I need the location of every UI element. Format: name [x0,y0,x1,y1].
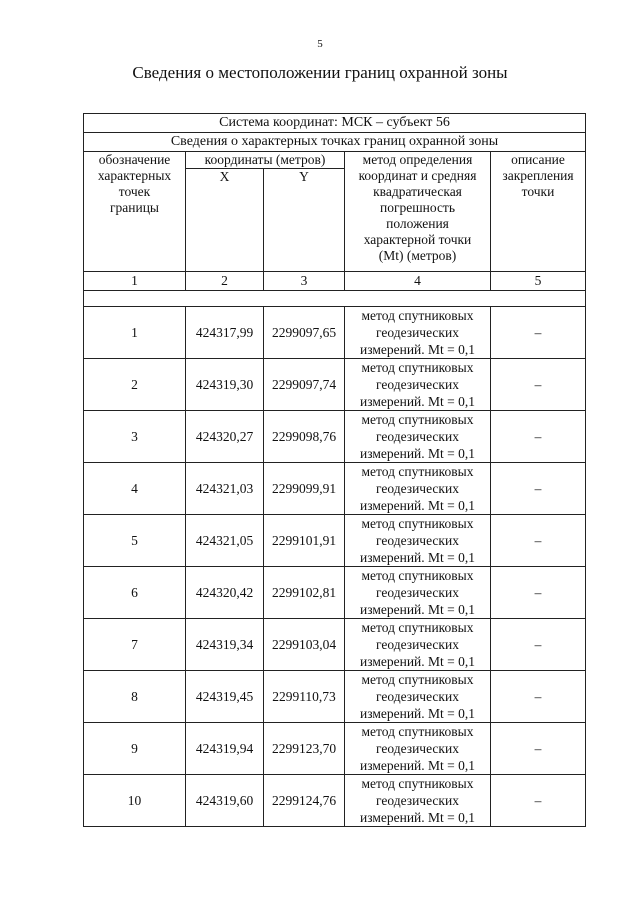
y-coordinate: 2299101,91 [264,515,345,567]
x-coordinate: 424321,05 [186,515,264,567]
header-description-line: закрепления [502,168,574,183]
method-line: геодезических [376,741,459,756]
description-cell: – [491,515,586,567]
method-cell [345,775,491,827]
column-number: 4 [345,272,491,291]
point-number: 3 [84,411,186,463]
method-line: метод спутниковых [361,360,474,375]
method-line: измерений. Mt = 0,1 [359,706,476,721]
method-cell [345,359,491,411]
description-cell: – [491,775,586,827]
x-coordinate: 424319,45 [186,671,264,723]
method-line: метод спутниковых [361,672,474,687]
header-method-line: характерной точки [363,232,472,247]
point-number: 6 [84,567,186,619]
method-line: метод спутниковых [361,724,474,739]
header-designation-line: точек [118,184,151,199]
header-description [491,152,586,272]
description-cell: – [491,411,586,463]
header-method-line: метод определения [362,152,473,167]
x-coordinate: 424319,30 [186,359,264,411]
table-row [84,515,586,567]
section-title-row [84,133,586,152]
method-line: геодезических [376,689,459,704]
method-cell [345,723,491,775]
column-number: 1 [84,272,186,291]
method-line: измерений. Mt = 0,1 [359,758,476,773]
y-coordinate: 2299124,76 [264,775,345,827]
x-coordinate: 424317,99 [186,307,264,359]
description-cell: – [491,567,586,619]
header-row [84,152,586,169]
point-number: 1 [84,307,186,359]
method-line: измерений. Mt = 0,1 [359,342,476,357]
column-number: 3 [264,272,345,291]
header-description-line: описание [511,152,565,167]
description-cell: – [491,619,586,671]
method-line: измерений. Mt = 0,1 [359,654,476,669]
method-line: метод спутниковых [361,568,474,583]
method-line: метод спутниковых [361,308,474,323]
column-number: 2 [186,272,264,291]
y-coordinate: 2299099,91 [264,463,345,515]
method-line: метод спутниковых [361,516,474,531]
header-coordinates: координаты (метров) [186,152,345,169]
method-line: измерений. Mt = 0,1 [359,602,476,617]
header-description-line: точки [521,184,555,199]
method-line: геодезических [376,793,459,808]
y-coordinate: 2299103,04 [264,619,345,671]
method-line: измерений. Mt = 0,1 [359,550,476,565]
table-row [84,307,586,359]
description-cell: – [491,307,586,359]
table-row [84,411,586,463]
y-coordinate: 2299097,74 [264,359,345,411]
method-cell [345,619,491,671]
method-line: геодезических [376,429,459,444]
y-coordinate: 2299098,76 [264,411,345,463]
x-coordinate: 424319,94 [186,723,264,775]
method-line: геодезических [376,533,459,548]
coordinate-system-row [84,114,586,133]
table-row [84,359,586,411]
method-line: геодезических [376,637,459,652]
point-number: 8 [84,671,186,723]
method-cell [345,567,491,619]
x-coordinate: 424321,03 [186,463,264,515]
method-line: измерений. Mt = 0,1 [359,810,476,825]
page-number: 5 [317,38,323,50]
method-line: измерений. Mt = 0,1 [359,498,476,513]
table-row [84,671,586,723]
point-number: 7 [84,619,186,671]
y-coordinate: 2299110,73 [264,671,345,723]
x-coordinate: 424320,27 [186,411,264,463]
point-number: 10 [84,775,186,827]
y-coordinate: 2299123,70 [264,723,345,775]
point-number: 5 [84,515,186,567]
x-coordinate: 424319,60 [186,775,264,827]
description-cell: – [491,723,586,775]
coordinates-table [83,113,586,827]
method-cell [345,463,491,515]
method-line: геодезических [376,377,459,392]
point-number: 9 [84,723,186,775]
empty-row [84,291,586,307]
header-method-line: квадратическая [373,184,462,199]
header-method-line: положения [386,216,449,231]
method-line: метод спутниковых [361,776,474,791]
empty-cell [84,291,586,307]
table-row [84,463,586,515]
x-coordinate: 424320,42 [186,567,264,619]
description-cell: – [491,671,586,723]
header-designation-line: границы [109,200,160,215]
method-cell [345,411,491,463]
point-number: 4 [84,463,186,515]
method-line: геодезических [376,481,459,496]
method-line: геодезических [376,585,459,600]
header-designation-line: характерных [97,168,172,183]
header-method-line: (Mt) (метров) [378,248,457,263]
table-row [84,775,586,827]
point-number: 2 [84,359,186,411]
method-line: измерений. Mt = 0,1 [359,446,476,461]
header-x: X [186,169,264,272]
method-line: метод спутниковых [361,412,474,427]
y-coordinate: 2299102,81 [264,567,345,619]
header-designation-line: обозначение [98,152,171,167]
table-row [84,619,586,671]
description-cell: – [491,359,586,411]
section-title: Сведения о характерных точках границ охранной зоны [84,133,586,152]
page-title: Сведения о местоположении границ охранной зоны [132,63,508,82]
header-method [345,152,491,272]
description-cell: – [491,463,586,515]
coordinate-system-label: Система координат: МСК – субъект 56 [84,114,586,133]
header-y: Y [264,169,345,272]
column-number-row [84,272,586,291]
header-method-line: погрешность [379,200,455,215]
method-cell [345,515,491,567]
method-line: метод спутниковых [361,620,474,635]
header-method-line: координат и средняя [358,168,477,183]
method-cell [345,307,491,359]
method-line: метод спутниковых [361,464,474,479]
table-row [84,723,586,775]
method-cell [345,671,491,723]
y-coordinate: 2299097,65 [264,307,345,359]
header-designation [84,152,186,272]
table-row [84,567,586,619]
x-coordinate: 424319,34 [186,619,264,671]
column-number: 5 [491,272,586,291]
method-line: измерений. Mt = 0,1 [359,394,476,409]
method-line: геодезических [376,325,459,340]
table-body [84,114,586,827]
